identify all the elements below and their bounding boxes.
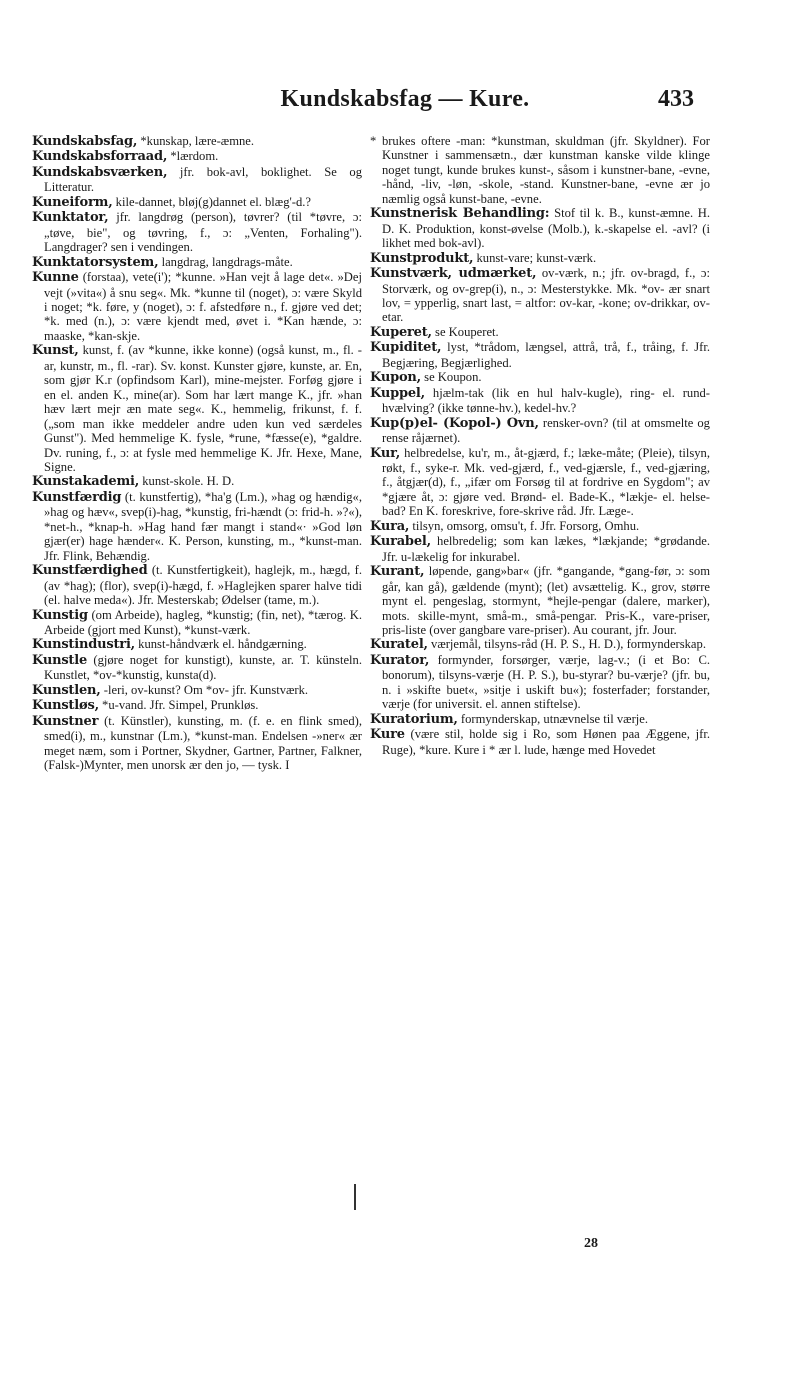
dictionary-entry: [32, 343, 362, 474]
signature-mark: 28: [584, 1236, 598, 1251]
entry-headword: Kunne: [32, 270, 79, 286]
dictionary-entry: [32, 637, 362, 652]
entry-headword: Kuppel,: [370, 385, 425, 401]
entry-headword: Kunstværk, udmærket,: [370, 266, 537, 282]
entry-definition: lyst, *trådom, længsel, attrå, trå, f., tråing, f. Jfr. Begjæring, Begjærlighed.: [382, 340, 710, 370]
entry-definition: formynder, forsørger, værje, lag-v.; (i et Bo: C. bonorum), tilsyns-værje (H. P. S.), bu-styrar? bu-værje? (jfr. bu, n. i »skifte buet«, »sitje i uskift bu«); fosterfader; forstander, værje (for universit. el. annen stiftelse).: [382, 652, 710, 712]
entry-headword: Kurator,: [370, 652, 430, 668]
entry-definition: jfr. bok-avl, boklighet. Se og Litteratur.: [44, 164, 362, 195]
entry-definition: jfr. langdrøg (person), tøvrer? (til *tøvre, ɔ: „tøve, bie", og tøvring, f., ɔ: „Venten, Forhaling"). Langdrager? sen i vendingen.: [44, 210, 362, 255]
entry-definition: se Kouperet.: [431, 324, 499, 339]
dictionary-entry: [32, 653, 362, 683]
entry-definition: *u-vand. Jfr. Simpel, Prunkløs.: [98, 698, 259, 713]
entry-headword: Kunstle: [32, 652, 88, 668]
dictionary-entry: [32, 134, 362, 149]
entry-headword: Kundskabsværken,: [32, 164, 168, 180]
dictionary-entry: [32, 195, 362, 210]
entry-headword: Kup(p)el- (Kopol-) Ovn,: [370, 415, 539, 431]
dictionary-entry: [370, 727, 710, 757]
dictionary-entry: [370, 653, 710, 712]
running-head: Kundskabsfag — Kure.: [280, 86, 530, 112]
right-column: [370, 134, 710, 757]
dictionary-entry: [32, 255, 362, 270]
entry-headword: Kupon,: [370, 370, 422, 386]
entry-definition: helbredelig; som kan lækes, *lækjande; *grødande. Jfr. u-lækelig for inkurabel.: [382, 534, 710, 564]
dictionary-entry: [370, 637, 710, 652]
entry-definition: kile-dannet, bløj(g)dannet el. blæg'-d.?: [112, 194, 311, 209]
entry-headword: Kupiditet,: [370, 340, 442, 356]
dictionary-entry: [32, 563, 362, 607]
entry-definition: kunst, f. (av *kunne, ikke konne) (også kunst, m., fl. -ar, kunstr, m., fl. -rar). Sv. konst. Kunster gjøre, kunste, ar. En, som gjør K.r (opfindsom Karl), mine-mejster. Forføg gjøre i en el. anden K., mine(ar). Som har lært mange K., jfr. »han hæv lært mejr æn mate seg«. K., hemmelig, frikunst, f. f. („som man ikke meddeler andre uden kun ved særdeles Gunst"). Med hemmelige K. fysle, *rune, *fæsse(e), *galdre. Dv. runing, f., ɔ: at fysle med hemmelige K. Jfr. Hexe, Mane, Signe.: [44, 343, 362, 474]
entry-definition: *lærdom.: [167, 149, 219, 164]
entry-headword: Kur,: [370, 445, 401, 461]
entry-definition: Stof til k. B., kunst-æmne. H. D. K. Produktion, konst-øvelse (Molb.), k.-skapelse el. -avl? (i likhet med bok-avl).: [382, 206, 710, 251]
dictionary-entry: [370, 370, 710, 385]
dictionary-entry: [32, 149, 362, 164]
dictionary-entry: [32, 698, 362, 713]
entry-definition: (forstaa), vete(i'); *kunne. »Han vejt å lage det«. »Dej vejt (»vita«) å snu seg«. Mk. *kunne til (noget), ɔ: være Skyld i noget; *k. føre, y (noget), ɔ: f. afstedføre n., f. gjøre ved det; *k. med (n.), ɔ: være kjendt med, øvet i. *Kan hænde, ɔ: maaske, *kan-skje.: [44, 270, 362, 343]
dictionary-entry: [32, 490, 362, 563]
entry-headword: Kunstløs,: [32, 698, 99, 714]
entry-definition: (være stil, holde sig i Ro, som Hønen paa Æggene, jfr. Ruge), *kure. Kure i * ær l. lude, hænge med Hovedet: [382, 727, 710, 757]
page-number: 433: [658, 86, 694, 112]
entry-headword: Kundskabsfag,: [32, 134, 138, 149]
entry-headword: Kunstig: [32, 607, 88, 623]
entry-headword: Kunstner: [32, 713, 99, 729]
entry-definition: se Koupon.: [421, 370, 482, 385]
dictionary-entry: [370, 266, 710, 325]
dictionary-entry: [32, 210, 362, 254]
entry-headword: Kuperet,: [370, 324, 432, 340]
entry-definition: (t. Kunstfertigkeit), haglejk, m., hægd, f. (av *hag); (flor), svep(i)-hægd, f. »Haglejken sparer halve tidi (el. halve meda«). Jfr. Mesterskab; Ødelser (tame, m.).: [44, 563, 362, 608]
entry-definition: kunst-skole. H. D.: [139, 474, 235, 489]
entry-headword: Kunktator,: [32, 210, 109, 226]
page-header: [0, 86, 810, 120]
entry-headword: Kunktatorsystem,: [32, 254, 159, 270]
dictionary-entry: [370, 564, 710, 637]
entry-definition: løpende, gang»bar« (jfr. *gangande, *gang-før, ɔ: som går, kan gå), gældende (mynt); (let) avsættelig. K., grov, større mynt el. pengeslag, stormynt, *hejle-pengar (dalere, marker), mots. skille-mynt, små-m., små-pengar. Pris-K., vare-priser, pris-liste (over gangbare vare-priser). Au courant, jfr. Jour.: [382, 564, 710, 637]
entry-definition: helbredelse, ku'r, m., åt-gjærd, f.; læke-måte; (Pleie), tilsyn, røkt, f., syke-r. Mk. ved-gjærd, f., ved-gjærsle, f., ved-gjæring, f., åtgjær(d), f., „ifær om Forsøg til at fordrive en Sygdom"; av *gjære åt, ɔ: gjøre ved. Brønd- el. Bade-K., *lækje- el. helse-bad? En K. foreskrive, fore-skrive råd. Jfr. Læge-.: [382, 445, 710, 519]
entry-definition: langdrag, langdrags-måte.: [158, 254, 293, 269]
dictionary-entry: [32, 683, 362, 698]
entry-headword: Kunstnerisk Behandling:: [370, 206, 550, 222]
entry-headword: Kuneiform,: [32, 194, 113, 210]
entry-definition: værjemål, tilsyns-råd (H. P. S., H. D.), formynderskap.: [427, 637, 706, 652]
entry-definition: ov-værk, n.; jfr. ov-bragd, f., ɔ: Storværk, og ov-grep(i), n., ɔ: Mesterstykke. Mk. *ov- ær snart lov, = ypperlig, snart last, = altfor: ov-kar, -kone; ov-drikkar, ov-etar.: [382, 266, 710, 325]
entry-headword: Kurant,: [370, 564, 425, 580]
dictionary-entry: [370, 416, 710, 446]
entry-headword: Kunstfærdighed: [32, 563, 148, 579]
column-divider: [354, 1184, 356, 1210]
dictionary-entry: [32, 474, 362, 489]
entry-headword: Kundskabsforraad,: [32, 149, 168, 165]
dictionary-entry: [370, 251, 710, 266]
entry-definition: rensker-ovn? (til at omsmelte og rense råjærnet).: [382, 415, 710, 446]
entry-headword: Kunstakademi,: [32, 474, 140, 490]
dictionary-entry: [370, 340, 710, 370]
dictionary-entry: [370, 325, 710, 340]
dictionary-entry: [32, 165, 362, 195]
dictionary-entry: [370, 206, 710, 250]
entry-headword: Kunstlen,: [32, 682, 101, 698]
dictionary-entry: [32, 270, 362, 343]
dictionary-entry: [370, 134, 710, 206]
entry-definition: tilsyn, omsorg, omsu't, f. Jfr. Forsorg, Omhu.: [409, 518, 640, 533]
left-column: [32, 134, 362, 772]
entry-definition: * brukes oftere -man: *kunstman, skuldman (jfr. Skyldner). For Kunstner i sammensætn., dær kunstman kanske vilde klinge noget tungt, kunde brukes kunst-, såsom i kunstner-bane, -evne, -hånd, -liv, -løn, -skole, -stand. Kunstner-bane, -evne ær jo næmlig også kunst-bane, -evne.: [370, 134, 710, 206]
entry-definition: -leri, ov-kunst? Om *ov- jfr. Kunstværk.: [100, 682, 309, 697]
entry-definition: *kunskap, lære-æmne.: [137, 134, 255, 148]
entry-definition: formynderskap, utnævnelse til værje.: [457, 711, 649, 726]
dictionary-entry: [370, 712, 710, 727]
dictionary-entry: [370, 386, 710, 416]
dictionary-entry: [32, 608, 362, 638]
dictionary-entry: [32, 714, 362, 773]
entry-definition: kunst-håndværk el. håndgærning.: [135, 637, 307, 652]
entry-headword: Kunstprodukt,: [370, 250, 474, 266]
entry-definition: (om Arbeide), hagleg, *kunstig; (fin, net), *tærog. K. Arbeide (gjort med Kunst), *kunst-værk.: [44, 607, 362, 637]
entry-headword: Kura,: [370, 518, 410, 534]
entry-headword: Kurabel,: [370, 534, 431, 550]
entry-headword: Kuratel,: [370, 637, 428, 653]
dictionary-entry: [370, 519, 710, 534]
entry-headword: Kunstindustri,: [32, 637, 136, 653]
entry-definition: (gjøre noget for kunstigt), kunste, ar. T. künsteln. Kunstlet, *ov-*kunstig, kunsta(d).: [44, 652, 362, 683]
entry-definition: (t. Künstler), kunsting, m. (f. e. en flink smed), smed(i), m., kunstnar (Lm.), *kunst-man. Endelsen -»ner« ær meget næm, som i Portner, Skydner, Gartner, Partner, Falkner, (Falsk-)Mynter, men unorsk ær den jo, — tysk. I: [44, 713, 362, 773]
entry-definition: (t. kunstfertig), *ha'g (Lm.), »hag og hændig«, »hag og hæv«, svep(i)-hag, *kunstig, fri-hændt (ɔ: frid-h. »?«), *net-h., *knap-h. »Hag hand fær mangt i stand«· »God løn gjær(er) hage hænder«. K. Person, kunsting, m., *kunst-man. Jfr. Flink, Behændig.: [44, 489, 362, 563]
entry-headword: Kuratorium,: [370, 711, 458, 727]
entry-definition: hjælm-tak (lik en hul halv-kugle), ring- el. rund-hvælving? (ikke tønne-hv.), kedel-hv.?: [382, 385, 710, 416]
dictionary-entry: [370, 446, 710, 519]
entry-headword: Kunst,: [32, 343, 79, 359]
entry-headword: Kure: [370, 727, 405, 743]
dictionary-entry: [370, 534, 710, 564]
entry-definition: kunst-vare; kunst-værk.: [473, 250, 597, 265]
entry-headword: Kunstfærdig: [32, 489, 122, 505]
